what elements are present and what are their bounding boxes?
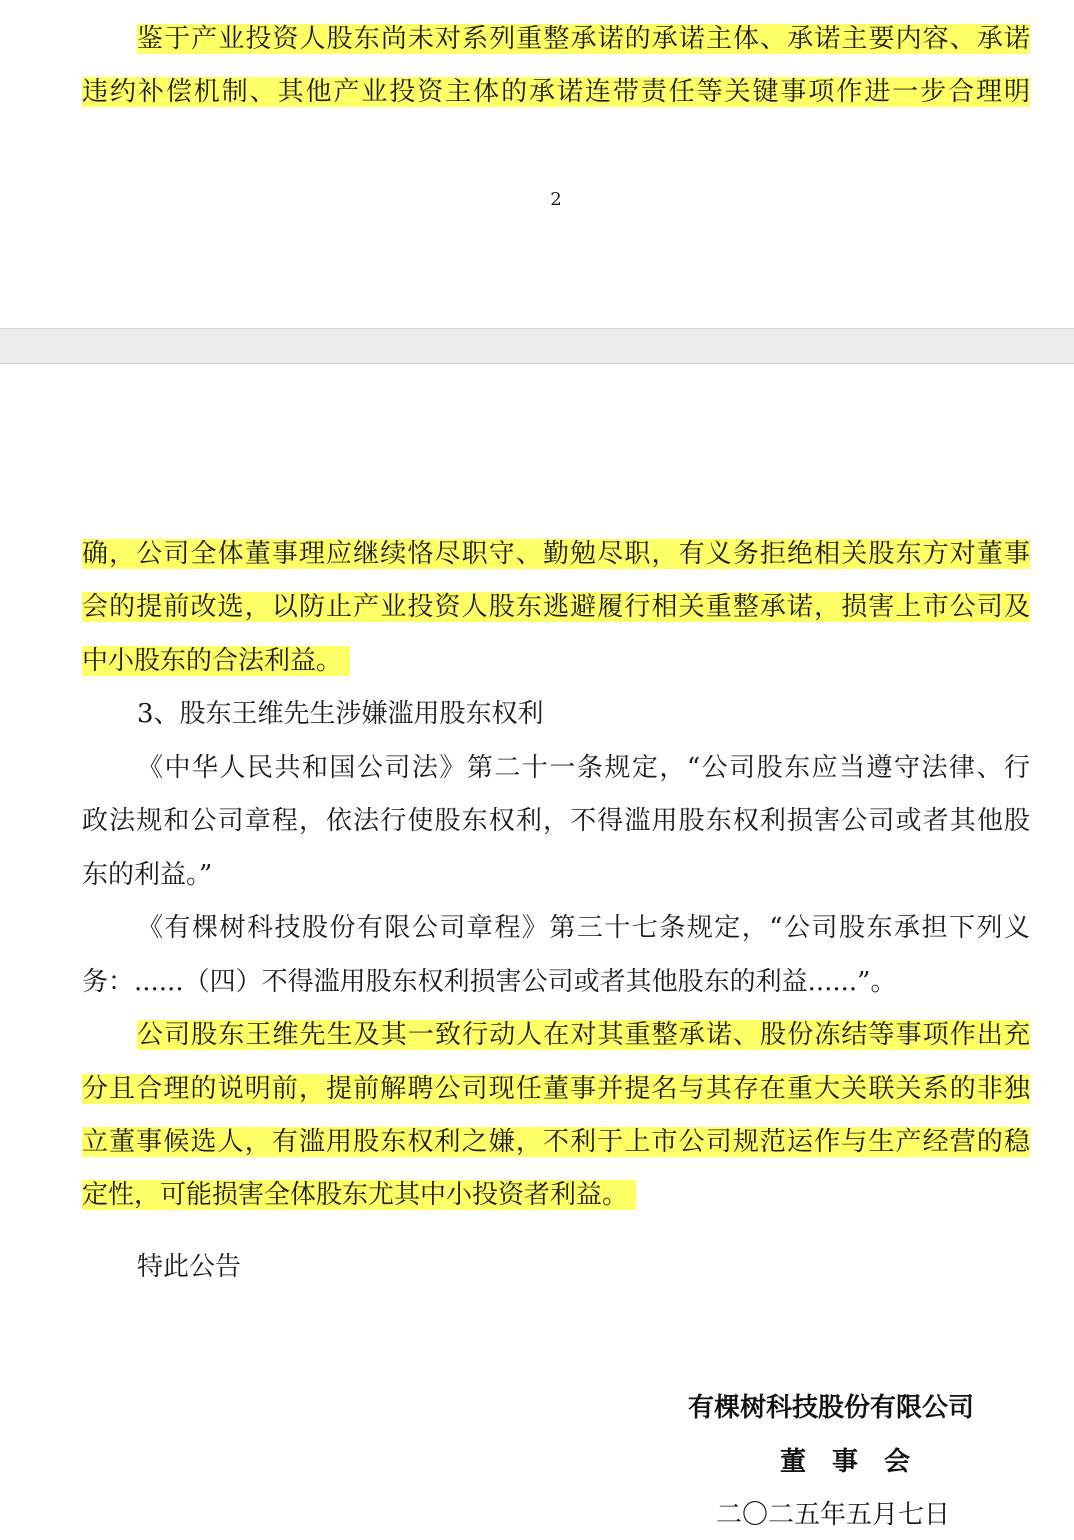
section-heading: 3、股东王维先生涉嫌滥用股东权利 [137,699,544,729]
paragraph-line: 《有棵树科技股份有限公司章程》第三十七条规定，“公司股东承担下列义 [137,913,1030,943]
signature-date: 二〇二五年五月七日 [716,1500,951,1530]
highlighted-text: 鉴于产业投资人股东尚未对系列重整承诺的承诺主体、承诺主要内容、承诺 [137,24,1030,54]
highlighted-text: 公司股东王维先生及其一致行动人在对其重整承诺、股份冻结等事项作出充 [137,1020,1030,1050]
highlighted-text: 违约补偿机制、其他产业投资主体的承诺连带责任等关键事项作进一步合理明 [82,77,1030,107]
page-number: 2 [550,189,562,210]
closing-text: 特此公告 [137,1252,242,1282]
paragraph-line: 政法规和公司章程，依法行使股东权利，不得滥用股东权利损害公司或者其他股 [82,806,1030,836]
document-page-bottom [0,364,1074,1540]
paragraph-line [82,1176,636,1214]
highlighted-text: 分且合理的说明前，提前解聘公司现任董事并提名与其存在重大关联关系的非独 [82,1074,1030,1104]
page-separator [0,328,1074,364]
highlighted-text: 确，公司全体董事理应继续恪尽职守、勤勉尽职，有义务拒绝相关股东方对董事 [82,539,1030,569]
highlighted-text: 中小股东的合法利益。 [82,646,343,676]
paragraph-line [82,73,1030,111]
highlighted-text: 定性，可能损害全体股东尤其中小投资者利益。 [82,1180,629,1210]
paragraph-line: 东的利益。” [82,860,213,890]
highlighted-text: 立董事候选人，有滥用股东权利之嫌，不利于上市公司规范运作与生产经营的稳 [82,1127,1030,1157]
paragraph-line [82,642,350,680]
paragraph-line: 务：......（四）不得滥用股东权利损害公司或者其他股东的利益......”。 [82,967,897,997]
paragraph-line [82,588,1030,626]
paragraph-line [82,535,1030,573]
highlighted-text: 会的提前改选，以防止产业投资人股东逃避履行相关重整承诺，损害上市公司及 [82,592,1030,622]
signature-company: 有棵树科技股份有限公司 [688,1393,975,1423]
document-page-top [0,0,1074,328]
signature-board: 董 事 会 [780,1447,911,1477]
paragraph-line [82,1070,1030,1108]
paragraph-line: 《中华人民共和国公司法》第二十一条规定，“公司股东应当遵守法律、行 [137,753,1030,783]
paragraph-line [137,1016,1030,1054]
paragraph-line [82,1123,1030,1161]
paragraph-line [137,20,1030,58]
